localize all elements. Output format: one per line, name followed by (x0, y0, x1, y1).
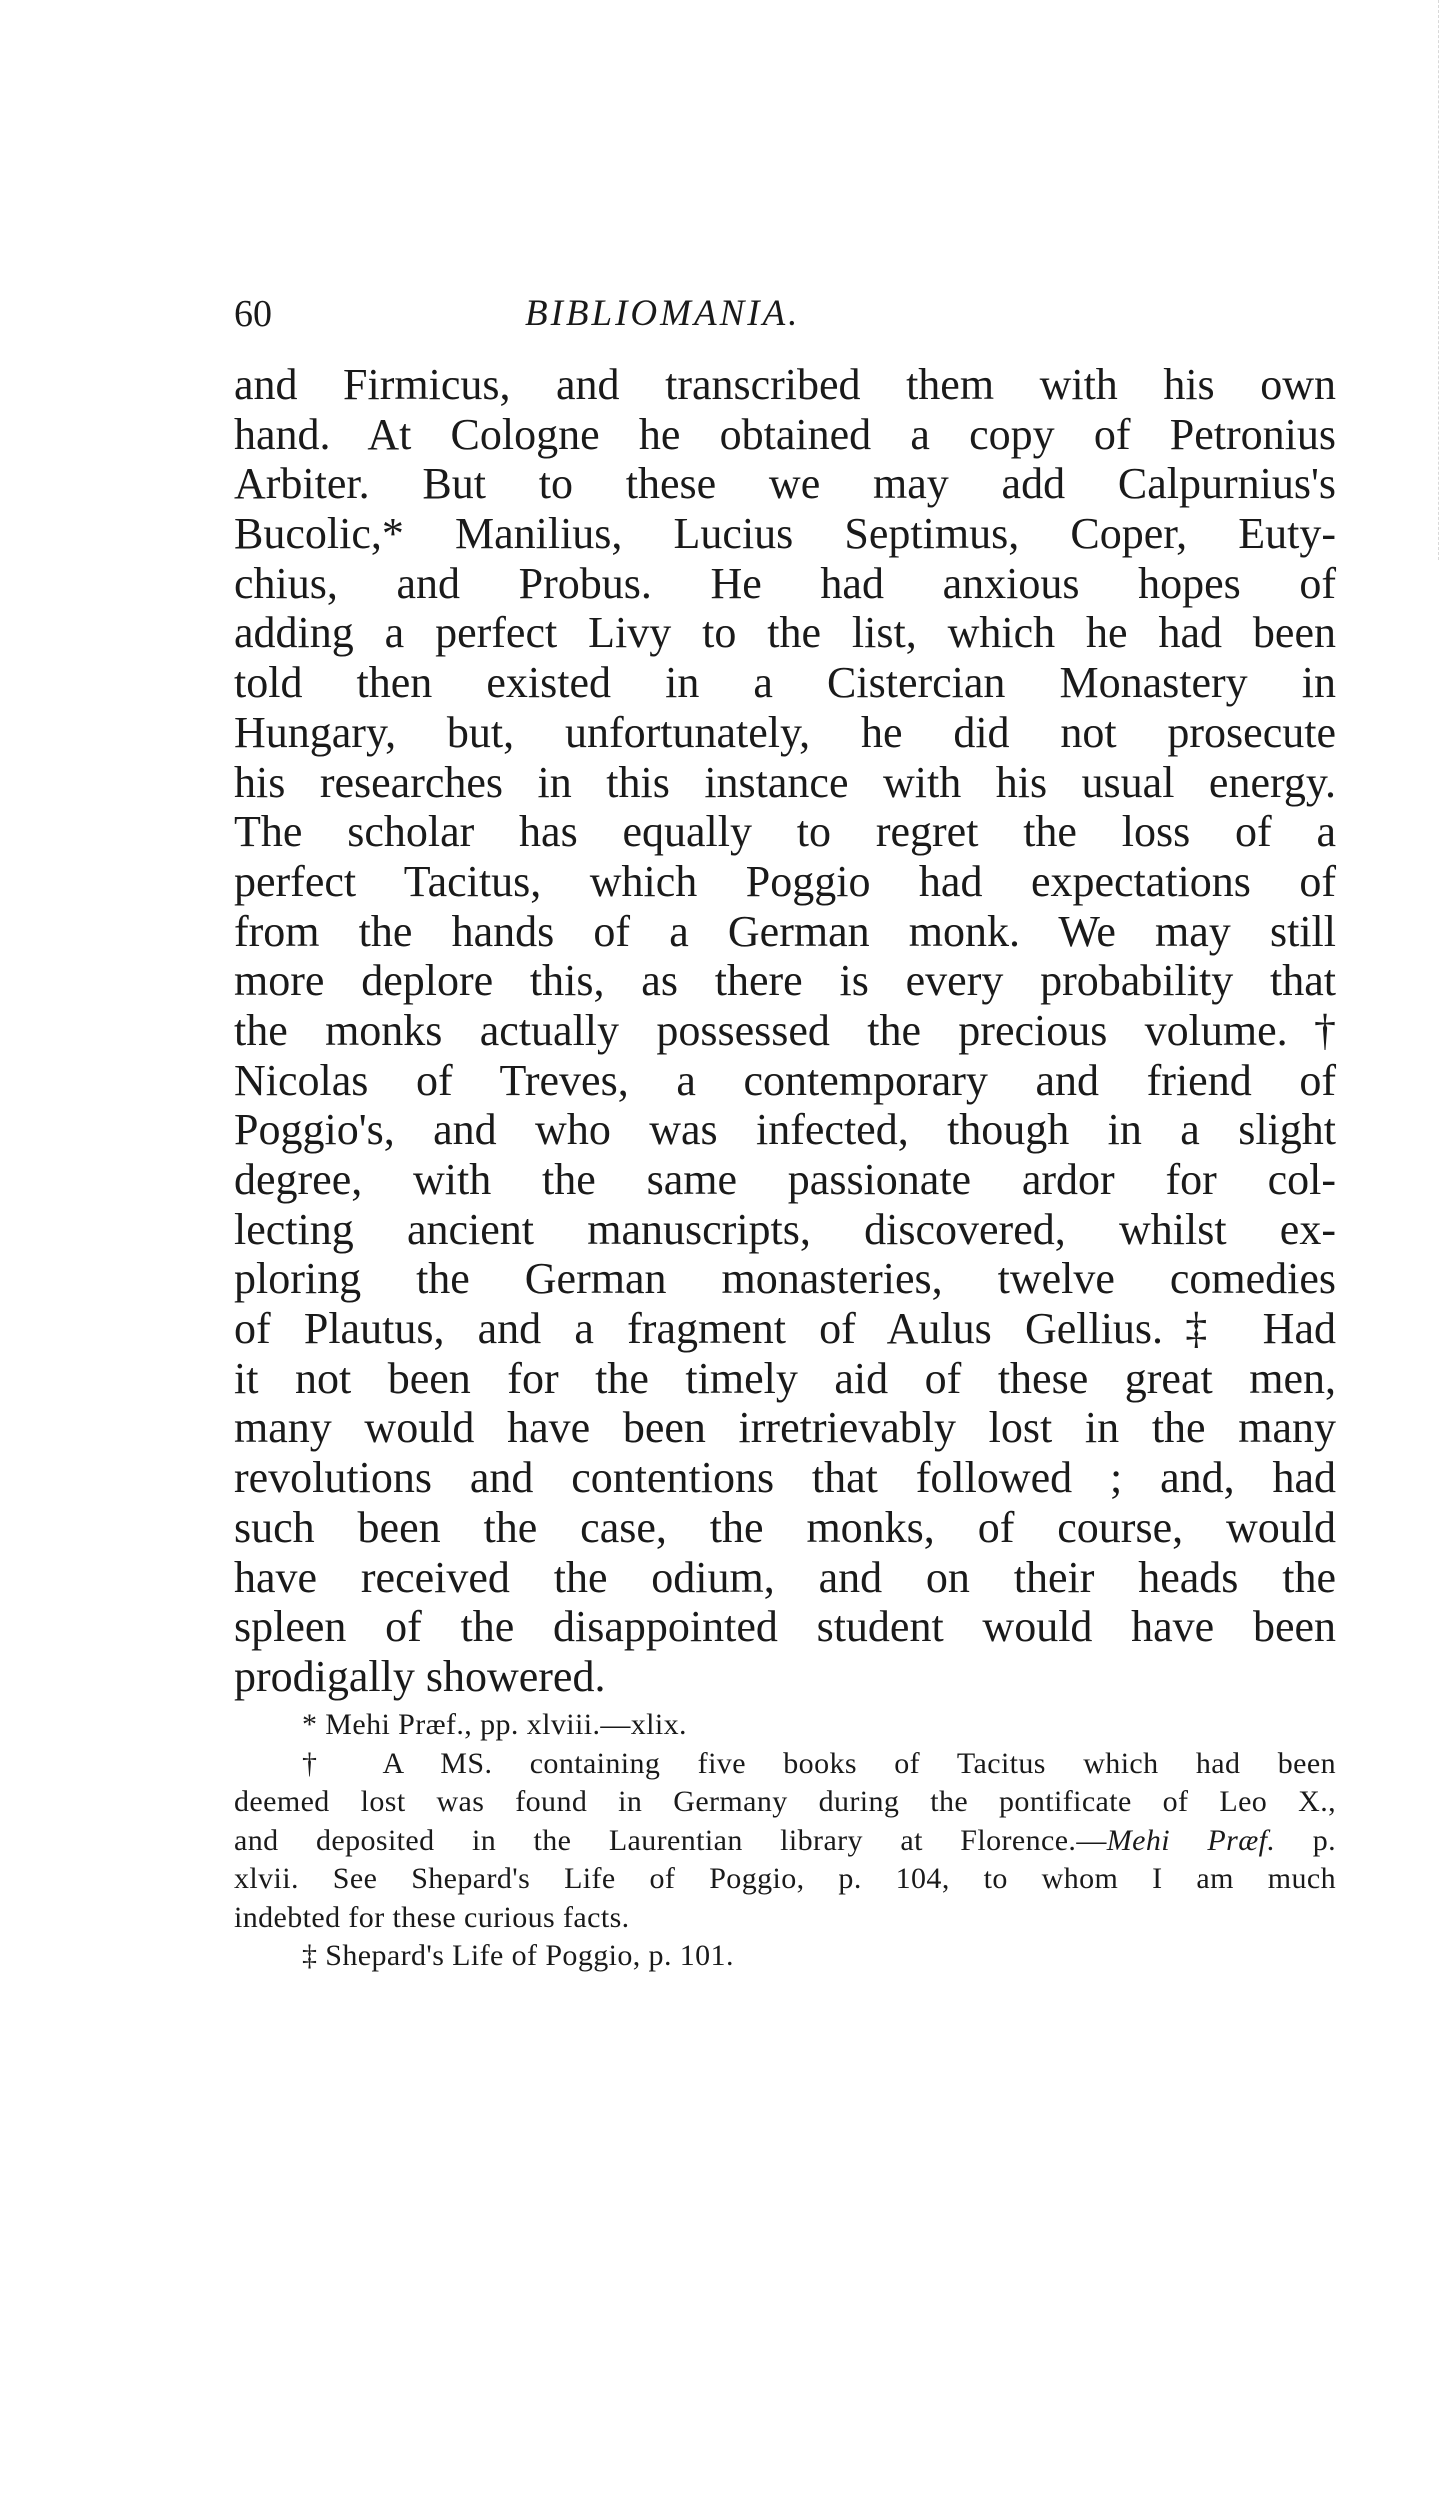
body-line: Nicolas of Treves, a contemporary and friend of (234, 1055, 1336, 1105)
body-line: it not been for the timely aid of these great men, (234, 1353, 1336, 1403)
body-line: of Plautus, and a fragment of Aulus Gellius.‡ Had (234, 1304, 1336, 1354)
body-line: hand. At Cologne he obtained a copy of Petronius (234, 409, 1336, 459)
footnote-2-line: † A MS. containing five books of Tacitus which had been (302, 1746, 1336, 1780)
body-line: Bucolic,* Manilius, Lucius Septimus, Coper, Euty- (234, 509, 1336, 559)
body-line: ploring the German monasteries, twelve comedies (234, 1254, 1336, 1304)
body-line: The scholar has equally to regret the loss of a (234, 807, 1336, 857)
body-line: revolutions and contentions that followed ; and, had (234, 1453, 1336, 1503)
body-line: chius, and Probus. He had anxious hopes of (234, 558, 1336, 608)
body-line: Poggio's, and who was infected, though in a slight (234, 1105, 1336, 1155)
footnote-2-line: xlvii. See Shepard's Life of Poggio, p. 104, to whom I am much (234, 1862, 1336, 1895)
body-line: perfect Tacitus, which Poggio had expectations of (234, 856, 1336, 906)
body-line: spleen of the disappointed student would have been (234, 1602, 1336, 1652)
body-line: the monks actually possessed the precious volume.† (234, 1005, 1336, 1055)
page-number: 60 (234, 293, 272, 335)
body-line: and Firmicus, and transcribed them with his own (234, 360, 1336, 409)
scan-edge-artifact (1438, 0, 1439, 560)
footnote-3: ‡ Shepard's Life of Poggio, p. 101. (302, 1939, 734, 1972)
body-line: told then existed in a Cistercian Monastery in (234, 658, 1336, 708)
body-line: such been the case, the monks, of course, would (234, 1502, 1336, 1552)
body-line: adding a perfect Livy to the list, which he had been (234, 608, 1336, 658)
footnote-2-line: deemed lost was found in Germany during the pontificate of Leo X., (234, 1785, 1336, 1818)
body-line: prodigally showered. (234, 1651, 606, 1701)
footnote-text: and deposited in the Laurentian library at Florence.— (234, 1823, 1107, 1857)
footnote-2-line: indebted for these curious facts. (234, 1900, 630, 1934)
body-text (234, 360, 1336, 1702)
body-line: more deplore this, as there is every probability that (234, 956, 1336, 1006)
footnotes (234, 1706, 1336, 1976)
body-line: from the hands of a German monk. We may still (234, 906, 1336, 956)
footnote-2-line (234, 1822, 1336, 1861)
running-title: BIBLIOMANIA. (525, 293, 801, 334)
body-line: have received the odium, and on their heads the (234, 1552, 1336, 1602)
footnote-1: * Mehi Præf., pp. xlviii.—xlix. (302, 1708, 687, 1741)
footnote-text: p. (1275, 1823, 1337, 1857)
body-line: Arbiter. But to these we may add Calpurnius's (234, 459, 1336, 509)
body-line: Hungary, but, unfortunately, he did not prosecute (234, 707, 1336, 757)
body-line: degree, with the same passionate ardor for col- (234, 1155, 1336, 1204)
body-line: many would have been irretrievably lost in the many (234, 1403, 1336, 1453)
body-line: lecting ancient manuscripts, discovered, whilst ex- (234, 1204, 1336, 1254)
footnote-citation-italic: Mehi Præf. (1106, 1823, 1276, 1857)
body-line: his researches in this instance with his usual energy. (234, 757, 1336, 807)
running-header (234, 292, 1336, 342)
